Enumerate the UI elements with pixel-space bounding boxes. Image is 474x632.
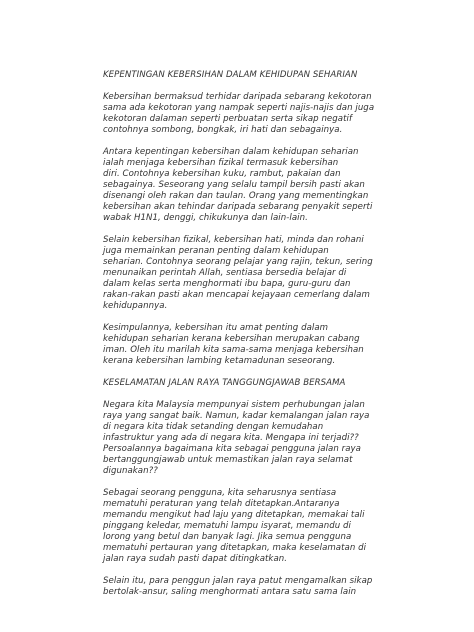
text-line: bertanggungjawab untuk memastikan jalan raya selamat	[103, 455, 353, 465]
text-line: jalan raya sudah pasti dapat ditingkatkan.	[103, 554, 288, 564]
text-line: kebersihan akan tehindar daripada sebarang penyakit seperti	[103, 202, 373, 212]
text-line: sama ada kekotoran yang nampak seperti najis-najis dan juga	[103, 103, 375, 113]
text-line: juga memainkan peranan penting dalam kehidupan	[103, 246, 329, 256]
text-line: diri. Contohnya kebersihan kuku, rambut, pakaian dan	[103, 169, 341, 179]
text-line: KEPENTINGAN KEBERSIHAN DALAM KEHIDUPAN SEHARIAN	[103, 70, 358, 80]
text-line: wabak H1N1, denggi, chikukunya dan lain-lain.	[103, 213, 308, 223]
text-line: mematuhi pertauran yang ditetapkan, maka keselamatan di	[103, 543, 367, 553]
text-line: kekotoran dalaman seperti perbuatan serta sikap negatif	[103, 114, 353, 124]
document-content	[103, 70, 374, 598]
text-line: pinggang keledar, mematuhi lampu isyarat, memandu di	[103, 521, 351, 531]
text-line: di negara kita tidak setanding dengan kemudahan	[103, 422, 324, 432]
text-line: mematuhi peraturan yang telah ditetapkan.Antaranya	[103, 499, 340, 509]
text-line: bertolak-ansur, saling menghormati antara satu sama lain	[103, 587, 357, 597]
paragraph	[103, 488, 374, 565]
text-line: kehidupannya.	[103, 301, 168, 311]
text-line: rakan-rakan pasti akan mencapai kejayaan cemerlang dalam	[103, 290, 370, 300]
text-line: kerana kebersihan lambing ketamadunan seseorang.	[103, 356, 336, 366]
text-line: infastruktur yang ada di negara kita. Mengapa ini terjadi??	[103, 433, 359, 443]
text-line: Negara kita Malaysia mempunyai sistem perhubungan jalan	[103, 400, 365, 410]
text-line: sebagainya. Seseorang yang selalu tampil bersih pasti akan	[103, 180, 365, 190]
text-line: lorong yang betul dan banyak lagi. Jika semua pengguna	[103, 532, 352, 542]
text-line: Antara kepentingan kebersihan dalam kehidupan seharian	[103, 147, 359, 157]
text-line: menunaikan perintah Allah, sentiasa bersedia belajar di	[103, 268, 347, 278]
paragraph	[103, 92, 374, 136]
text-line: Kesimpulannya, kebersihan itu amat penting dalam	[103, 323, 329, 333]
section-heading	[103, 378, 374, 389]
section-heading	[103, 70, 374, 81]
text-line: digunakan??	[103, 466, 158, 476]
paragraph	[103, 323, 374, 367]
text-line: Persoalannya bagaimana kita sebagai pengguna jalan raya	[103, 444, 361, 454]
text-line: disenangi oleh rakan dan taulan. Orang yang mementingkan	[103, 191, 369, 201]
text-line: seharian. Contohnya seorang pelajar yang rajin, tekun, sering	[103, 257, 373, 267]
text-line: Selain itu, para penggun jalan raya patut mengamalkan sikap	[103, 576, 373, 586]
text-line: KESELAMATAN JALAN RAYA TANGGUNGJAWAB BERSAMA	[103, 378, 346, 388]
text-line: Selain kebersihan fizikal, kebersihan hati, minda dan rohani	[103, 235, 364, 245]
paragraph	[103, 400, 374, 477]
text-line: kehidupan seharian kerana kebersihan merupakan cabang	[103, 334, 360, 344]
paragraph	[103, 235, 374, 312]
text-line: dalam kelas serta menghormati ibu bapa, guru-guru dan	[103, 279, 351, 289]
text-line: Sebagai seorang pengguna, kita seharusnya sentiasa	[103, 488, 337, 498]
text-line: memandu mengikut had laju yang ditetapkan, memakai tali	[103, 510, 365, 520]
text-line: contohnya sombong, bongkak, iri hati dan sebagainya.	[103, 125, 343, 135]
paragraph	[103, 576, 374, 598]
text-line: iman. Oleh itu marilah kita sama-sama menjaga kebersihan	[103, 345, 364, 355]
text-line: ialah menjaga kebersihan fizikal termasuk kebersihan	[103, 158, 339, 168]
text-line: raya yang sangat baik. Namun, kadar kemalangan jalan raya	[103, 411, 370, 421]
paragraph	[103, 147, 374, 224]
text-line: Kebersihan bermaksud terhidar daripada sebarang kekotoran	[103, 92, 372, 102]
